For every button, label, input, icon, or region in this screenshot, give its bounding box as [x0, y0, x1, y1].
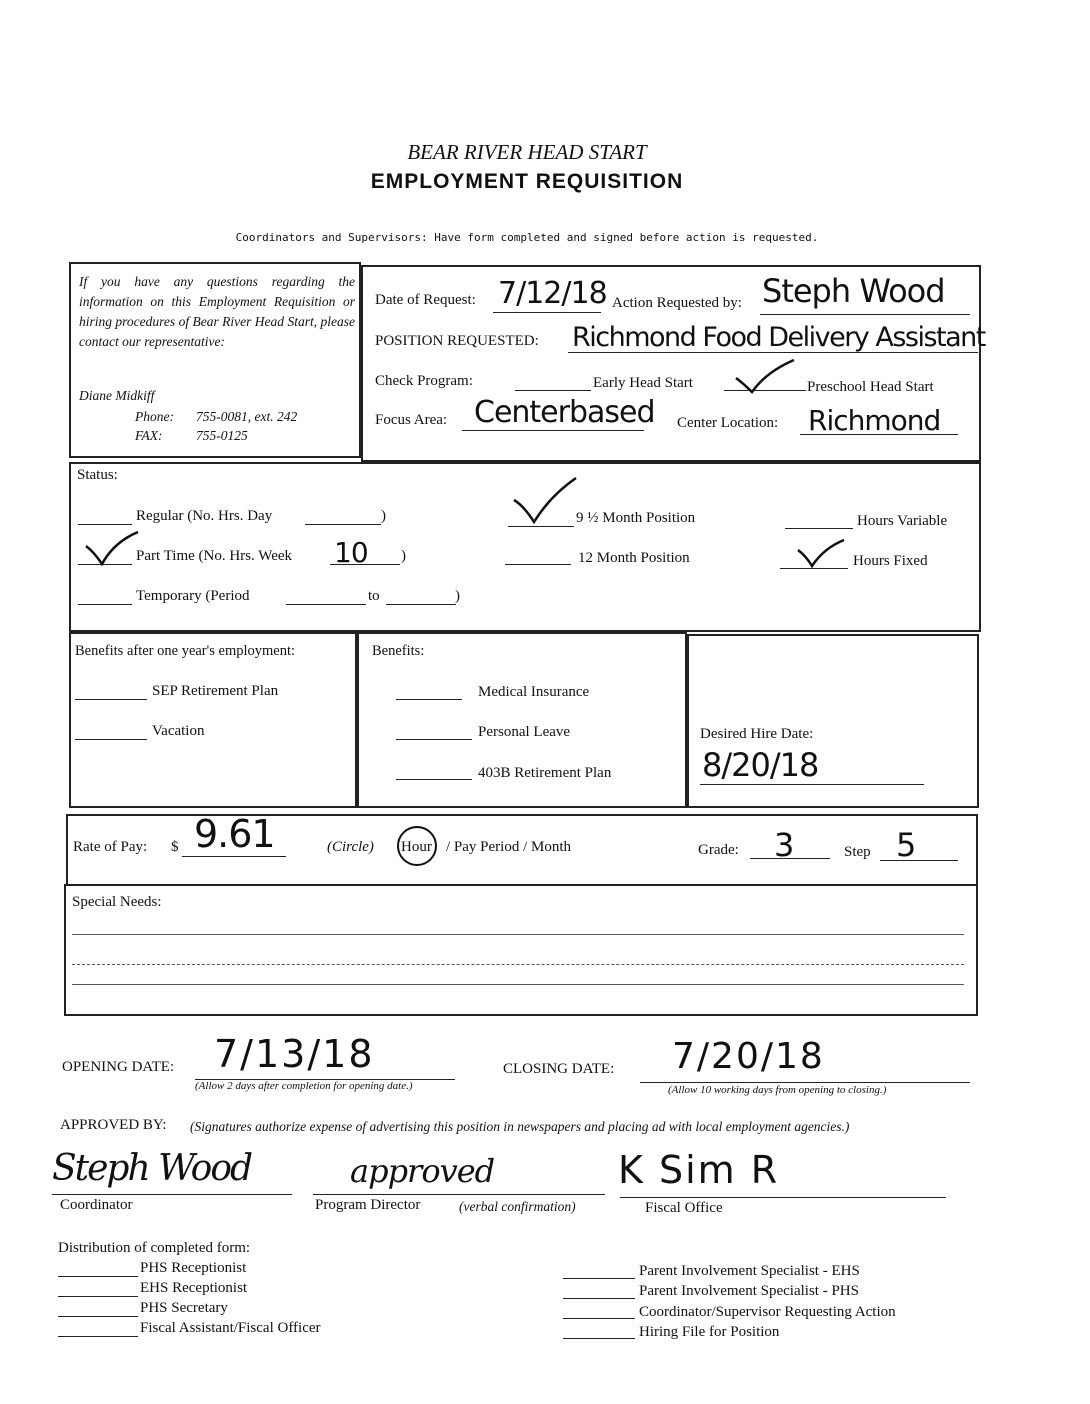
org-name: BEAR RIVER HEAD START: [407, 140, 647, 164]
closing-date-label: CLOSING DATE:: [503, 1061, 615, 1077]
closing-date-note: (Allow 10 working days from opening to closing.): [668, 1084, 887, 1096]
part-time-label: Part Time (No. Hrs. Week: [136, 548, 293, 564]
part-time-checkmark-icon[interactable]: [84, 530, 140, 566]
temporary-close-paren: ): [455, 588, 460, 604]
special-needs-box: [64, 884, 978, 1016]
retirement-403b-label: 403B Retirement Plan: [478, 765, 612, 781]
action-requested-value[interactable]: Steph Wood: [762, 272, 945, 310]
nine-month-checkmark-icon[interactable]: [512, 476, 578, 524]
fax-number: 755-0125: [196, 428, 248, 443]
special-needs-line-3[interactable]: [72, 984, 964, 985]
step-label: Step: [844, 844, 871, 860]
personal-leave-label: Personal Leave: [478, 724, 571, 740]
date-of-request-value[interactable]: 7/12/18: [498, 276, 607, 311]
part-time-close-paren: ): [401, 548, 406, 564]
position-requested-label: POSITION REQUESTED:: [375, 333, 539, 349]
check-program-label: Check Program:: [375, 373, 473, 389]
form-instructions: Coordinators and Supervisors: Have form completed and signed before action is requested.: [235, 231, 819, 244]
grade-label: Grade:: [698, 842, 739, 858]
distribution-label: Distribution of completed form:: [58, 1240, 251, 1256]
dist-ehs-receptionist: EHS Receptionist: [140, 1280, 248, 1296]
pay-period-options: / Pay Period / Month: [446, 839, 572, 855]
dist-fiscal-assistant: Fiscal Assistant/Fiscal Officer: [140, 1320, 321, 1336]
focus-area-label: Focus Area:: [375, 412, 448, 428]
special-needs-line-2[interactable]: [72, 964, 964, 965]
phone-number: 755-0081, ext. 242: [196, 409, 298, 424]
hours-fixed-label: Hours Fixed: [853, 553, 928, 569]
phone-label: Phone:: [135, 409, 174, 424]
regular-label: Regular (No. Hrs. Day: [136, 508, 273, 524]
early-head-start-label: Early Head Start: [593, 375, 693, 391]
grade-value[interactable]: 3: [774, 826, 794, 864]
medical-insurance-label: Medical Insurance: [478, 684, 590, 700]
center-location-label: Center Location:: [677, 415, 779, 431]
program-director-note: (verbal confirmation): [459, 1199, 576, 1214]
fax-label: FAX:: [135, 428, 163, 443]
part-time-hours-value[interactable]: 10: [334, 536, 368, 569]
pay-hour-option[interactable]: Hour: [401, 839, 432, 855]
program-director-signature[interactable]: approved: [350, 1152, 495, 1190]
approved-by-note: (Signatures authorize expense of advertising this position in newspapers and placing ad with local employment agencies.): [190, 1119, 850, 1134]
dist-hiring-file: Hiring File for Position: [639, 1324, 780, 1340]
program-director-label: Program Director: [315, 1197, 421, 1213]
approved-by-label: APPROVED BY:: [60, 1117, 167, 1133]
pay-currency: $: [171, 839, 179, 855]
date-of-request-label: Date of Request:: [375, 292, 476, 308]
desired-hire-date-value[interactable]: 8/20/18: [702, 746, 819, 784]
benefits-after-label: Benefits after one year's employment:: [75, 643, 296, 659]
rate-of-pay-value[interactable]: 9.61: [194, 812, 275, 856]
coordinator-signature[interactable]: Steph Wood: [52, 1148, 252, 1189]
opening-date-label: OPENING DATE:: [62, 1059, 175, 1075]
rate-of-pay-label: Rate of Pay:: [73, 839, 148, 855]
opening-date-value[interactable]: 7/13/18: [214, 1032, 375, 1076]
desired-hire-date-label: Desired Hire Date:: [700, 726, 814, 742]
contact-name: Diane Midkiff: [79, 388, 155, 403]
action-requested-label: Action Requested by:: [612, 295, 742, 311]
nine-month-label: 9 ½ Month Position: [576, 510, 696, 526]
form-title: EMPLOYMENT REQUISITION: [370, 170, 684, 193]
regular-close-paren: ): [381, 508, 386, 524]
closing-date-value[interactable]: 7/20/18: [672, 1036, 825, 1077]
dist-parent-involvement-ehs: Parent Involvement Specialist - EHS: [639, 1263, 860, 1279]
preschool-checkmark-icon[interactable]: [734, 358, 796, 396]
dist-phs-secretary: PHS Secretary: [140, 1300, 228, 1316]
dist-phs-receptionist: PHS Receptionist: [140, 1260, 247, 1276]
dist-coordinator-supervisor: Coordinator/Supervisor Requesting Action: [639, 1304, 896, 1320]
special-needs-line-1[interactable]: [72, 934, 964, 935]
benefits-label: Benefits:: [372, 643, 425, 659]
opening-date-note: (Allow 2 days after completion for opening date.): [195, 1080, 413, 1092]
focus-area-value[interactable]: Centerbased: [474, 395, 655, 430]
dist-parent-involvement-phs: Parent Involvement Specialist - PHS: [639, 1283, 859, 1299]
hours-variable-label: Hours Variable: [857, 513, 948, 529]
fiscal-office-label: Fiscal Office: [645, 1200, 723, 1216]
status-label: Status:: [77, 467, 118, 483]
twelve-month-label: 12 Month Position: [578, 550, 690, 566]
hours-fixed-checkmark-icon[interactable]: [796, 538, 846, 568]
vacation-label: Vacation: [152, 723, 205, 739]
sep-retirement-label: SEP Retirement Plan: [152, 683, 279, 699]
position-requested-value[interactable]: Richmond Food Delivery Assistant: [572, 322, 985, 353]
coordinator-label: Coordinator: [60, 1197, 133, 1213]
contact-text: If you have any questions regarding the information on this Employment Requisition or hiring procedures of Bear River Head Start, please contact our representative:: [79, 274, 355, 349]
fiscal-office-signature[interactable]: K Sim R: [618, 1148, 780, 1192]
center-location-value[interactable]: Richmond: [808, 404, 941, 437]
preschool-head-start-label: Preschool Head Start: [807, 379, 934, 395]
special-needs-label: Special Needs:: [72, 894, 162, 910]
temporary-label: Temporary (Period: [136, 588, 250, 604]
temporary-to-label: to: [368, 588, 380, 604]
circle-label: (Circle): [327, 839, 374, 855]
step-value[interactable]: 5: [896, 826, 916, 864]
